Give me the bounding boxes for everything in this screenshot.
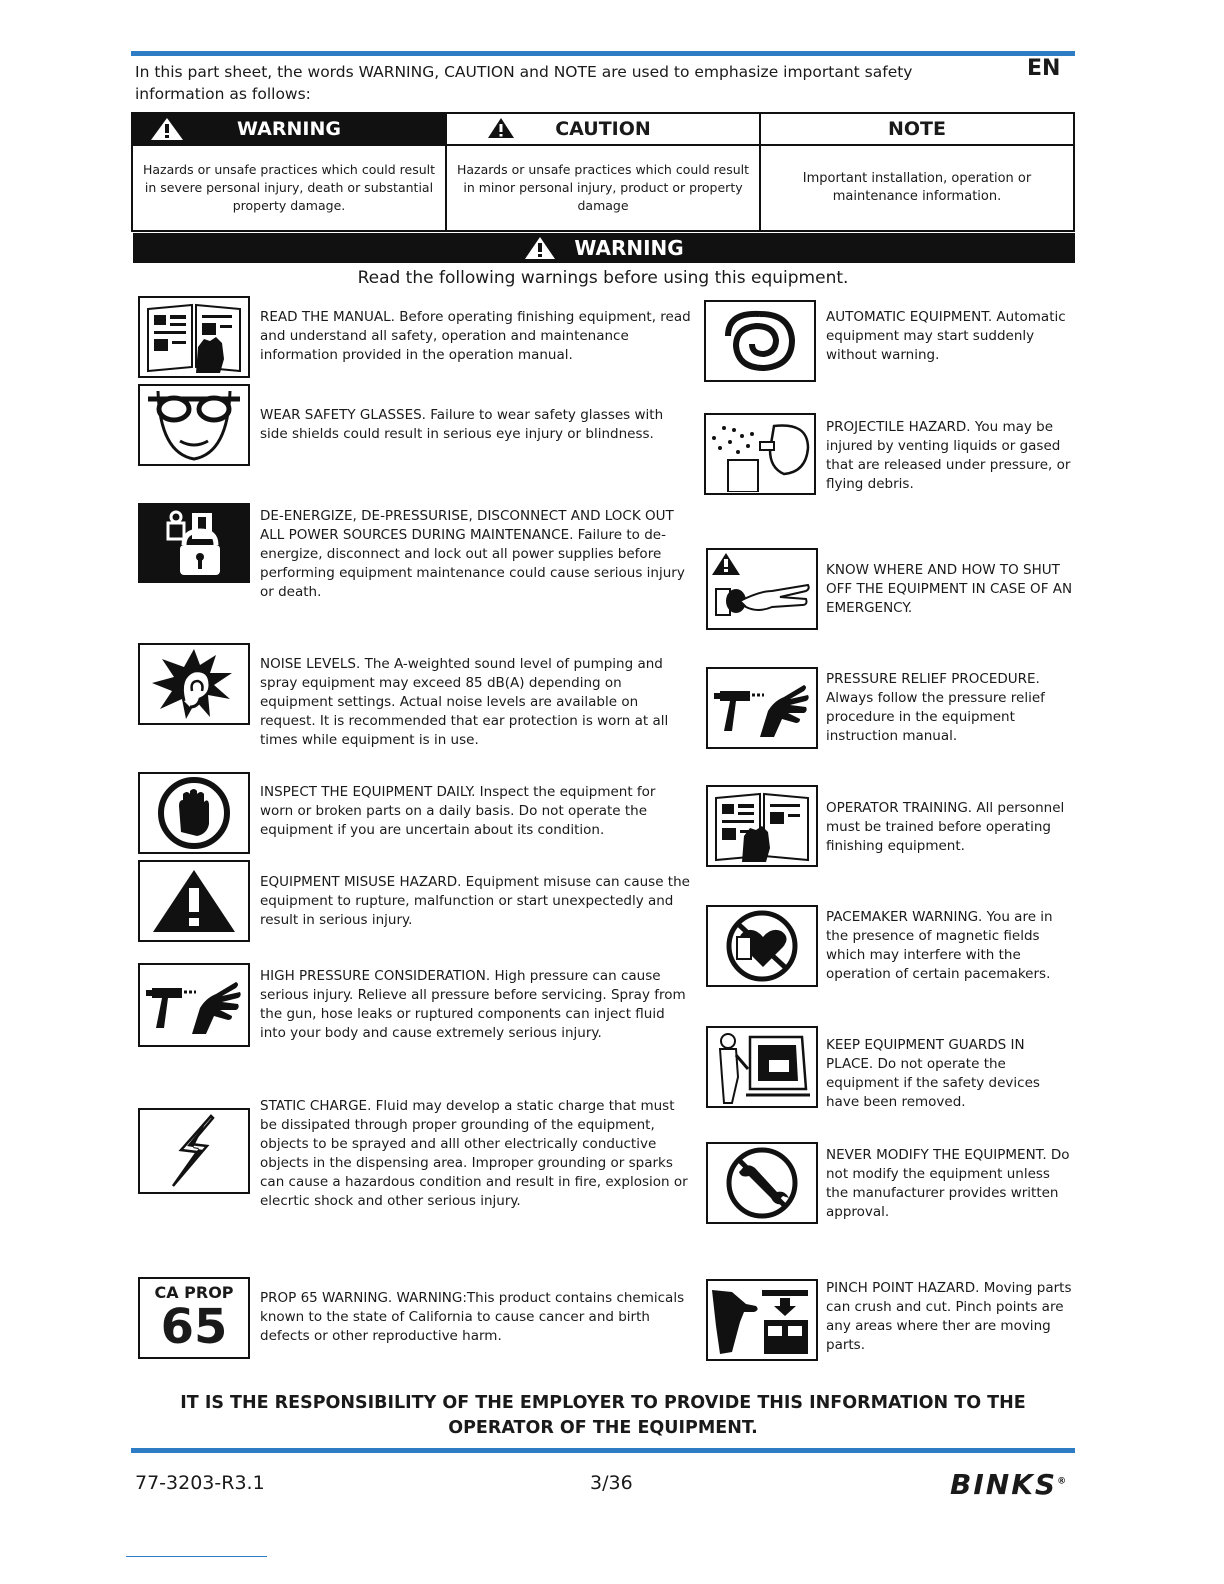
warning-high-pressure: HIGH PRESSURE CONSIDERATION. High pressure can cause serious injury. Relieve all pressure before servicing. Spray from the gun, hose leaks or ruptured components can inject fluid into your body and cause extremely serious injury. — [260, 968, 686, 1041]
warning-noise: NOISE LEVELS. The A-weighted sound level of pumping and spray equipment may exceed 85 dB(A) depending on equipment settings. Actual noise levels are available on request. It is recommended that ear protection is worn at all times while equipment is in use. — [260, 656, 669, 748]
warning-no-modify: NEVER MODIFY THE EQUIPMENT. Do not modify the equipment unless the manufacturer provides written approval. — [826, 1147, 1070, 1220]
legend-warning — [133, 114, 445, 230]
operator-training-icon — [706, 785, 818, 867]
manual-icon — [138, 296, 250, 378]
guards-icon — [706, 1026, 818, 1108]
employer-responsibility-note: IT IS THE RESPONSIBILITY OF THE EMPLOYER TO PROVIDE THIS INFORMATION TO THE OPERATOR OF THE EQUIPMENT. — [180, 1393, 1026, 1438]
prop65-label-number: 65 — [160, 1299, 228, 1355]
prop65-label-top: CA PROP — [154, 1283, 234, 1302]
caution-triangle-icon — [487, 117, 515, 139]
brand-logo — [950, 1468, 1066, 1501]
warning-lockout: DE-ENERGIZE, DE-PRESSURISE, DISCONNECT AND LOCK OUT ALL POWER SOURCES DURING MAINTENANCE. Failure to de-energize, disconnect and lock out all power supplies before performing equipment maintenance could cause serious injury or death. — [260, 508, 685, 600]
brand-name: BINKS — [950, 1468, 1058, 1501]
warning-triangle-icon — [149, 117, 185, 141]
legend-note-title: NOTE — [888, 118, 946, 140]
warning-pacemaker: PACEMAKER WARNING. You are in the presence of magnetic fields which may interfere with the operation of certain pacemakers. — [826, 909, 1053, 982]
pinch-point-icon — [706, 1279, 818, 1361]
page-number: 3/36 — [590, 1472, 633, 1494]
warning-operator-training: OPERATOR TRAINING. All personnel must be trained before operating finishing equipment. — [826, 800, 1065, 854]
pressure-relief-icon — [706, 667, 818, 749]
language-code: EN — [1027, 56, 1061, 81]
legend-caution-title: CAUTION — [555, 118, 651, 140]
warning-banner — [133, 233, 1075, 263]
warning-guards: KEEP EQUIPMENT GUARDS IN PLACE. Do not operate the equipment if the safety devices have been removed. — [826, 1037, 1040, 1110]
legend-caution-text: Hazards or unsafe practices which could result in minor personal injury, product or property damage — [456, 162, 750, 213]
warning-automatic: AUTOMATIC EQUIPMENT. Automatic equipment may start suddenly without warning. — [826, 309, 1066, 363]
lockout-icon — [138, 503, 250, 583]
banner-subtitle: Read the following warnings before using this equipment. — [357, 268, 849, 288]
warning-projectile: PROJECTILE HAZARD. You may be injured by venting liquids or gased that are released under pressure, or flying debris. — [826, 419, 1071, 492]
automatic-equipment-icon — [704, 300, 816, 382]
stop-hand-icon — [138, 772, 250, 854]
warning-emergency-shutoff: KNOW WHERE AND HOW TO SHUT OFF THE EQUIPMENT IN CASE OF AN EMERGENCY. — [826, 562, 1073, 616]
legend-note-text: Important installation, operation or maintenance information. — [802, 171, 1032, 204]
legend-note — [759, 114, 1073, 230]
warning-pinch-point: PINCH POINT HAZARD. Moving parts can crush and cut. Pinch points are any areas where ther are moving parts. — [826, 1280, 1072, 1353]
warning-inspect: INSPECT THE EQUIPMENT DAILY. Inspect the equipment for worn or broken parts on a daily basis. Do not operate the equipment if you are uncertain about its condition. — [260, 784, 656, 838]
registered-mark: ® — [1057, 1476, 1067, 1487]
warning-misuse: EQUIPMENT MISUSE HAZARD. Equipment misuse can cause the equipment to rupture, malfunction or start unexpectedly and result in serious injury. — [260, 874, 690, 928]
banner-title: WARNING — [574, 236, 684, 260]
safety-glasses-icon — [138, 384, 250, 466]
legend-caution — [445, 114, 759, 230]
bottom-rule — [131, 1448, 1075, 1453]
prop65-icon — [138, 1277, 250, 1359]
warning-prop65: PROP 65 WARNING. WARNING:This product contains chemicals known to the state of California to cause cancer and birth defects or other reproductive harm. — [260, 1290, 685, 1344]
warning-pressure-relief: PRESSURE RELIEF PROCEDURE. Always follow the pressure relief procedure in the equipment instruction manual. — [826, 671, 1045, 744]
warning-triangle-icon — [524, 236, 556, 260]
link-underline — [126, 1556, 267, 1557]
warning-static: STATIC CHARGE. Fluid may develop a static charge that must be dissipated through proper grounding of the equipment, objects to be sprayed and alll other electrically conductive objects in the dispensing area. Improper grounding or sparks can cause a hazardous condition and result in fire, explosion or elecrtic shock and other serious injury. — [260, 1098, 688, 1209]
no-modify-icon — [706, 1142, 818, 1224]
static-charge-icon — [138, 1108, 250, 1194]
spray-gun-hand-icon — [138, 963, 250, 1047]
intro-text: In this part sheet, the words WARNING, CAUTION and NOTE are used to emphasize important safety information as follows: — [135, 63, 913, 103]
document-number: 77-3203-R3.1 — [135, 1472, 265, 1494]
legend-warning-text: Hazards or unsafe practices which could result in severe personal injury, death or substantial property damage. — [142, 162, 436, 213]
warning-safety-glasses: WEAR SAFETY GLASSES. Failure to wear safety glasses with side shields could result in serious eye injury or blindness. — [260, 407, 664, 442]
top-rule — [131, 51, 1075, 56]
signal-word-legend — [131, 112, 1075, 232]
emergency-stop-icon — [706, 548, 818, 630]
pacemaker-icon — [706, 905, 818, 987]
warning-triangle-icon — [138, 860, 250, 942]
warning-read-manual: READ THE MANUAL. Before operating finishing equipment, read and understand all safety, operation and maintenance information provided in the operation manual. — [260, 309, 691, 363]
noise-icon — [138, 643, 250, 725]
legend-warning-title: WARNING — [237, 118, 341, 140]
projectile-hazard-icon — [704, 413, 816, 495]
